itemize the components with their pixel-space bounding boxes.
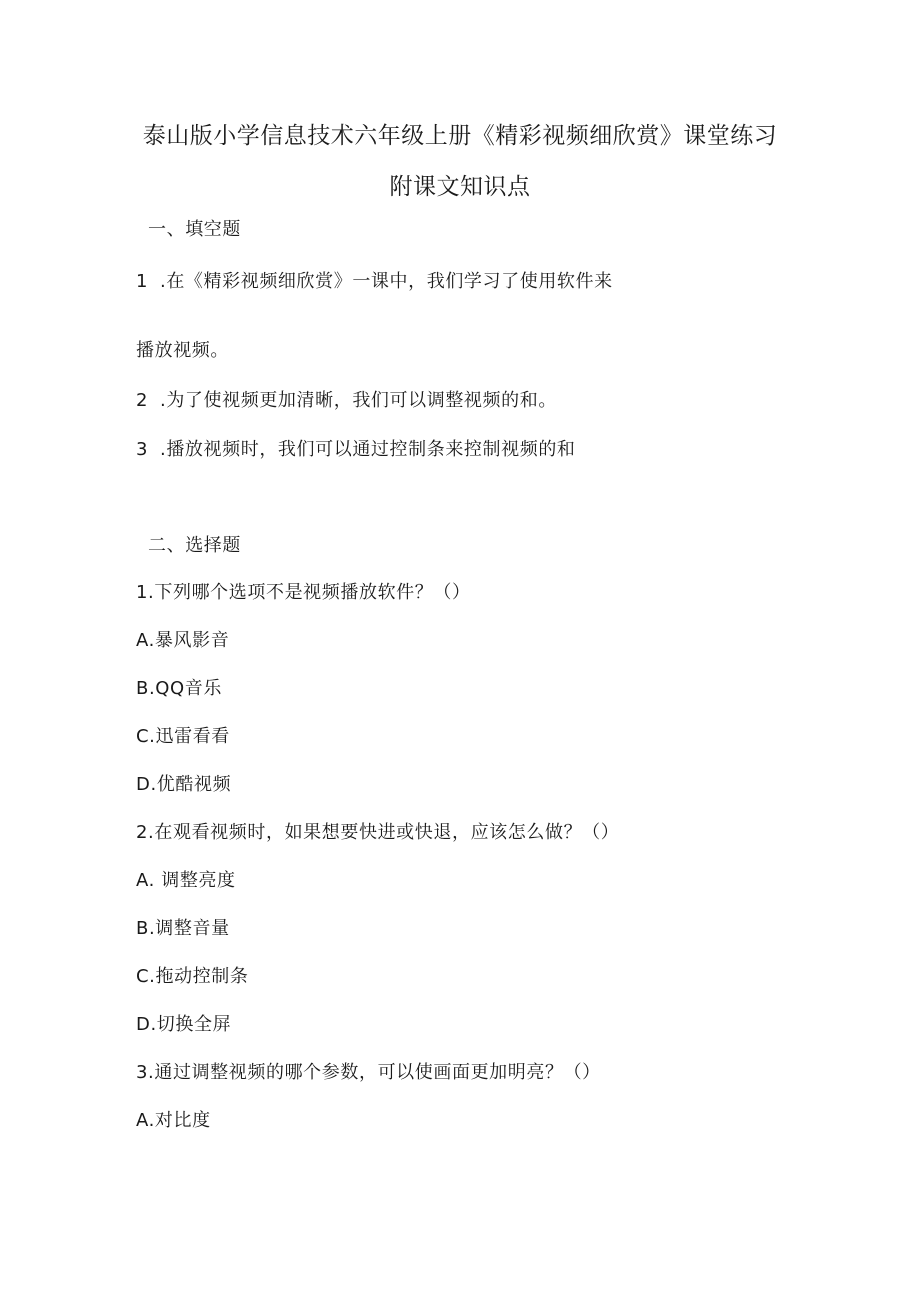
section-heading-multiple-choice: 二、选择题 [148,535,241,556]
choice-question-1-stem: 1.下列哪个选项不是视频播放软件？（） [136,582,471,603]
section-heading-fill-blank: 一、填空题 [148,219,241,240]
question-text: .播放视频时，我们可以通过控制条来控制视频的和 [160,439,576,460]
fill-blank-question-3 [136,438,576,462]
fill-blank-question-1-continued: 播放视频。 [136,340,229,361]
question-number: 1 [136,271,149,292]
question-number: 2 [136,390,149,411]
choice-question-2-stem: 2.在观看视频时，如果想要快进或快退，应该怎么做？（） [136,822,620,843]
choice-option: D.优酷视频 [136,774,232,795]
choice-option: C.拖动控制条 [136,966,249,987]
choice-option: B.调整音量 [136,918,230,939]
choice-option: A. 调整亮度 [136,870,236,891]
document-subtitle: 附课文知识点 [389,174,531,200]
document-title: 泰山版小学信息技术六年级上册《精彩视频细欣赏》课堂练习 [142,123,778,149]
question-text: .为了使视频更加清晰，我们可以调整视频的和。 [160,390,557,411]
question-text: .在《精彩视频细欣赏》一课中，我们学习了使用软件来 [160,271,613,292]
fill-blank-question-1 [136,270,613,294]
question-number: 3 [136,439,149,460]
choice-option: C.迅雷看看 [136,726,230,747]
fill-blank-question-2 [136,389,557,413]
choice-option: B.QQ音乐 [136,678,223,699]
choice-option: D.切换全屏 [136,1014,232,1035]
choice-option: A.对比度 [136,1110,211,1131]
choice-option: A.暴风影音 [136,630,230,651]
choice-question-3-stem: 3.通过调整视频的哪个参数，可以使画面更加明亮？（） [136,1062,601,1083]
